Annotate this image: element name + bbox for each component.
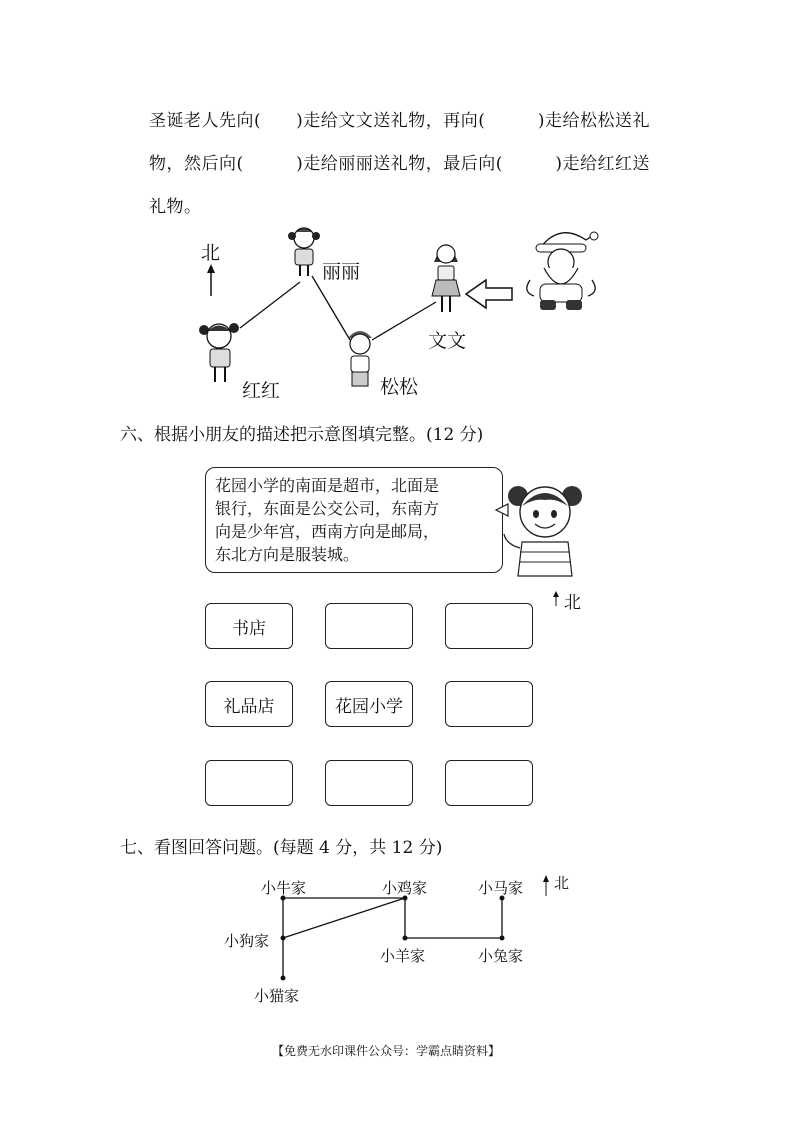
place-ma: 小马家 (478, 879, 524, 897)
grid-box-r3c3[interactable] (445, 760, 533, 806)
songsong-label: 松松 (380, 376, 419, 398)
grid-box-r1c3[interactable] (445, 603, 533, 649)
place-ji: 小鸡家 (382, 879, 428, 897)
q5-route-diagram (0, 0, 793, 420)
bubble-line: 花园小学的南面是超市，北面是 (215, 476, 440, 495)
grid-box-r2c1: 礼品店 (205, 681, 293, 727)
santa-figure (527, 232, 598, 310)
wenwen-figure (432, 245, 460, 312)
q6-speech-bubble (205, 467, 503, 573)
map-node (281, 976, 286, 981)
grid-box-r1c1: 书店 (205, 603, 293, 649)
footer-note: 【免费无水印课件公众号：学霸点睛资料】 (272, 1044, 501, 1058)
lili-label: 丽丽 (322, 261, 361, 283)
grid-box-r2c2: 花园小学 (325, 681, 413, 727)
map-node (403, 936, 408, 941)
q5-route-lines (240, 276, 436, 340)
place-yang: 小羊家 (380, 947, 426, 965)
bubble-line: 向是少年宫，西南方向是邮局， (215, 522, 440, 541)
q5-text-line-1: 圣诞老人先向( )走给文文送礼物，再向( )走给松松送礼 (149, 111, 651, 131)
girl-figure (490, 470, 600, 582)
grid-box-r3c2[interactable] (325, 760, 413, 806)
q5-north-arrow (207, 264, 215, 296)
map-node (281, 936, 286, 941)
q7-north-arrow (543, 875, 549, 896)
wenwen-label: 文文 (428, 330, 467, 352)
arrow-left-icon (466, 280, 512, 308)
bubble-line: 东北方向是服装城。 (215, 545, 360, 564)
q5-text-line-2: 物，然后向( )走给丽丽送礼物，最后向( )走给红红送 (149, 154, 651, 174)
q7-north-label: 北 (554, 874, 570, 892)
place-niu: 小牛家 (261, 879, 307, 897)
lili-figure (288, 228, 320, 276)
honghong-label: 红红 (242, 380, 281, 402)
q5-north-label: 北 (201, 242, 221, 264)
q6-north-label: 北 (564, 593, 581, 613)
map-node (500, 936, 505, 941)
honghong-figure (199, 323, 239, 382)
q6-north-arrow (550, 590, 562, 608)
place-mao: 小猫家 (254, 987, 300, 1005)
songsong-figure (348, 331, 372, 386)
place-gou: 小狗家 (224, 932, 270, 950)
map-road (283, 898, 405, 938)
q7-heading: 七、看图回答问题。(每题 4 分，共 12 分) (120, 838, 443, 858)
bubble-line: 银行，东面是公交公司，东南方 (215, 499, 440, 518)
place-tu: 小兔家 (478, 947, 524, 965)
q6-heading: 六、根据小朋友的描述把示意图填完整。(12 分) (120, 425, 484, 445)
grid-box-r1c2[interactable] (325, 603, 413, 649)
grid-box-r2c3[interactable] (445, 681, 533, 727)
q5-text-line-3: 礼物。 (149, 197, 202, 217)
grid-box-r3c1[interactable] (205, 760, 293, 806)
